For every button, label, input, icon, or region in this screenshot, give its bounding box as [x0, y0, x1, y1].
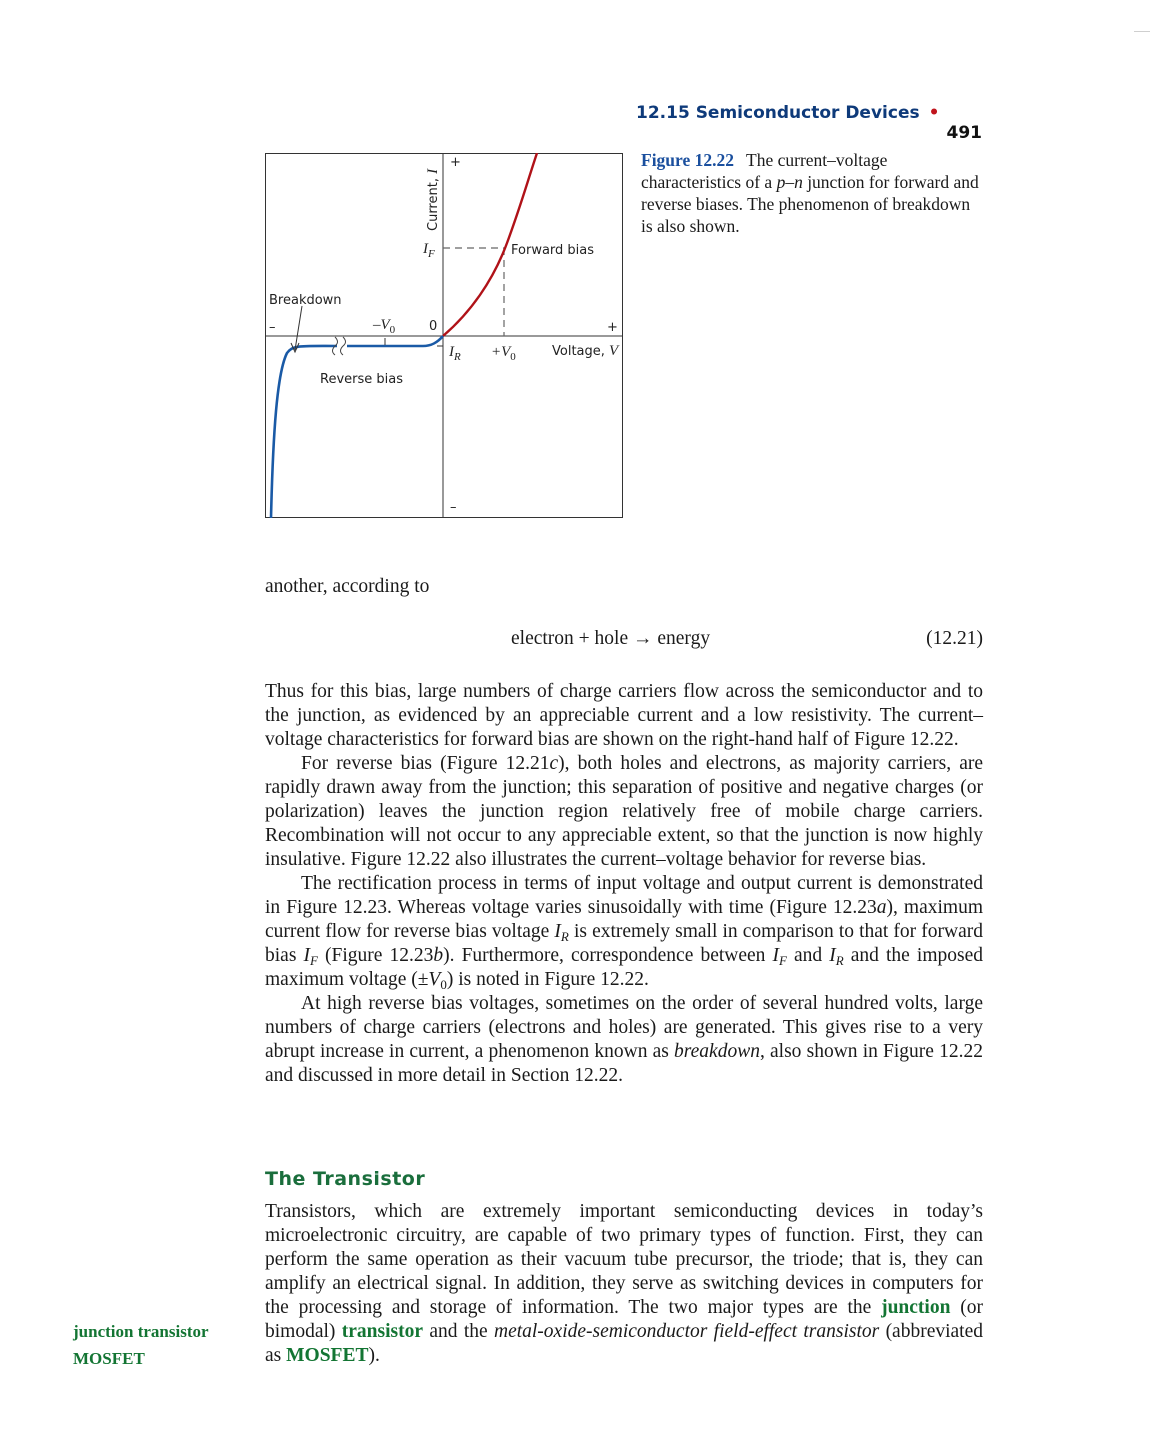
margin-term-junction-transistor: junction transistor: [73, 1322, 209, 1341]
if-label: $I_F$: [423, 241, 435, 260]
term-mosfet: MOSFET: [286, 1345, 369, 1366]
minus-v0-label: $-V_0$: [373, 317, 396, 336]
svg-text:Current, I: Current, I: [425, 168, 441, 231]
term-transistor: transistor: [341, 1321, 423, 1342]
figure-12-22: [265, 153, 623, 518]
x-plus-label: +: [607, 320, 618, 335]
page-number: 491: [946, 123, 982, 143]
breakdown-label: Breakdown: [269, 293, 342, 308]
reverse-bias-curve-right: [347, 336, 443, 346]
section-title: 12.15 Semiconductor Devices: [636, 103, 920, 123]
reverse-bias-label: Reverse bias: [320, 372, 403, 387]
paragraph-4: At high reverse bias voltages, sometimes on the order of several hundred volts, large numbers of charge carriers (electrons and holes) are generated. This gives rise to a very abrupt increase in current, a phenomenon known as breakdown, also shown in Figure 12.22 and discussed in more detail in Section 12.22.: [265, 993, 983, 1086]
x-axis-title: Voltage, V: [552, 343, 619, 359]
equation-12-21: [265, 628, 983, 654]
figure-caption: Figure 12.22 The current–voltage characteristics of a p–n junction for forward and reverse biases. The phenomenon of breakdown is also shown.: [641, 150, 979, 236]
ir-label: $I_R$: [449, 344, 461, 363]
paragraph-3: The rectification process in terms of input voltage and output current is demonstrated in Figure 12.23. Whereas voltage varies sinusoidally with time (Figure 12.23a), maximum current flow for reverse bias voltage $I_R$ is extremely small in comparison to that for forward bias $I_F$ (Figure 12.23b). Furthermore, correspondence between $I_F$ and $I_R$ and the imposed maximum voltage $(\pm V_0)$ is noted in Figure 12.22.: [265, 873, 983, 992]
header-bullet: •: [928, 103, 940, 123]
paragraph-2: For reverse bias (Figure 12.21c), both holes and electrons, as majority carriers, are rapidly drawn away from the junction; this separation of positive and negative charges (or polarization) leaves the junction region relatively free of mobile charge carriers. Recombination will not occur to any appreciable extent, so that the junction is now highly insulative. Figure 12.22 also illustrates the current–voltage behavior for reverse bias.: [265, 753, 983, 870]
margin-term-mosfet: MOSFET: [73, 1349, 145, 1368]
intro-line: another, according to: [265, 576, 430, 597]
section-heading: The Transistor: [265, 1168, 426, 1190]
y-axis-title: [425, 168, 441, 231]
iv-characteristic-plot: [265, 153, 623, 518]
forward-bias-label: Forward bias: [511, 243, 595, 258]
equation-body: electron + hole → energy: [511, 628, 711, 649]
running-header: [636, 103, 982, 143]
y-minus-label: –: [450, 500, 457, 515]
origin-label: 0: [429, 319, 438, 334]
term-junction: junction: [881, 1297, 951, 1318]
axis-break-mark-2: [341, 337, 346, 355]
page-corner-mark: [1134, 31, 1150, 32]
plus-v0-label: $+V_0$: [491, 344, 516, 363]
paragraph-1: Thus for this bias, large numbers of charge carriers flow across the semiconductor and to the junction, as evidenced by an appreciable current and a low resistivity. The current–voltage characteristics for forward bias are shown on the right-hand half of Figure 12.22.: [265, 681, 983, 750]
transistor-paragraph: Transistors, which are extremely important semiconducting devices in today’s microelectronic circuitry, are capable of two primary types of function. First, they can perform the same operation as their vacuum tube precursor, the triode; that is, they can amplify an electrical signal. In addition, they serve as switching devices in computers for the processing and storage of information. The two major types are the junction (or bimodal) transistor and the metal-oxide-semiconductor field-effect transistor (abbreviated as MOSFET).: [265, 1201, 984, 1366]
caption-number: Figure 12.22: [641, 150, 735, 170]
body-text: [265, 680, 983, 1088]
equation-number: (12.21): [926, 628, 983, 649]
y-plus-label: +: [450, 155, 461, 170]
x-minus-label: –: [269, 320, 276, 335]
